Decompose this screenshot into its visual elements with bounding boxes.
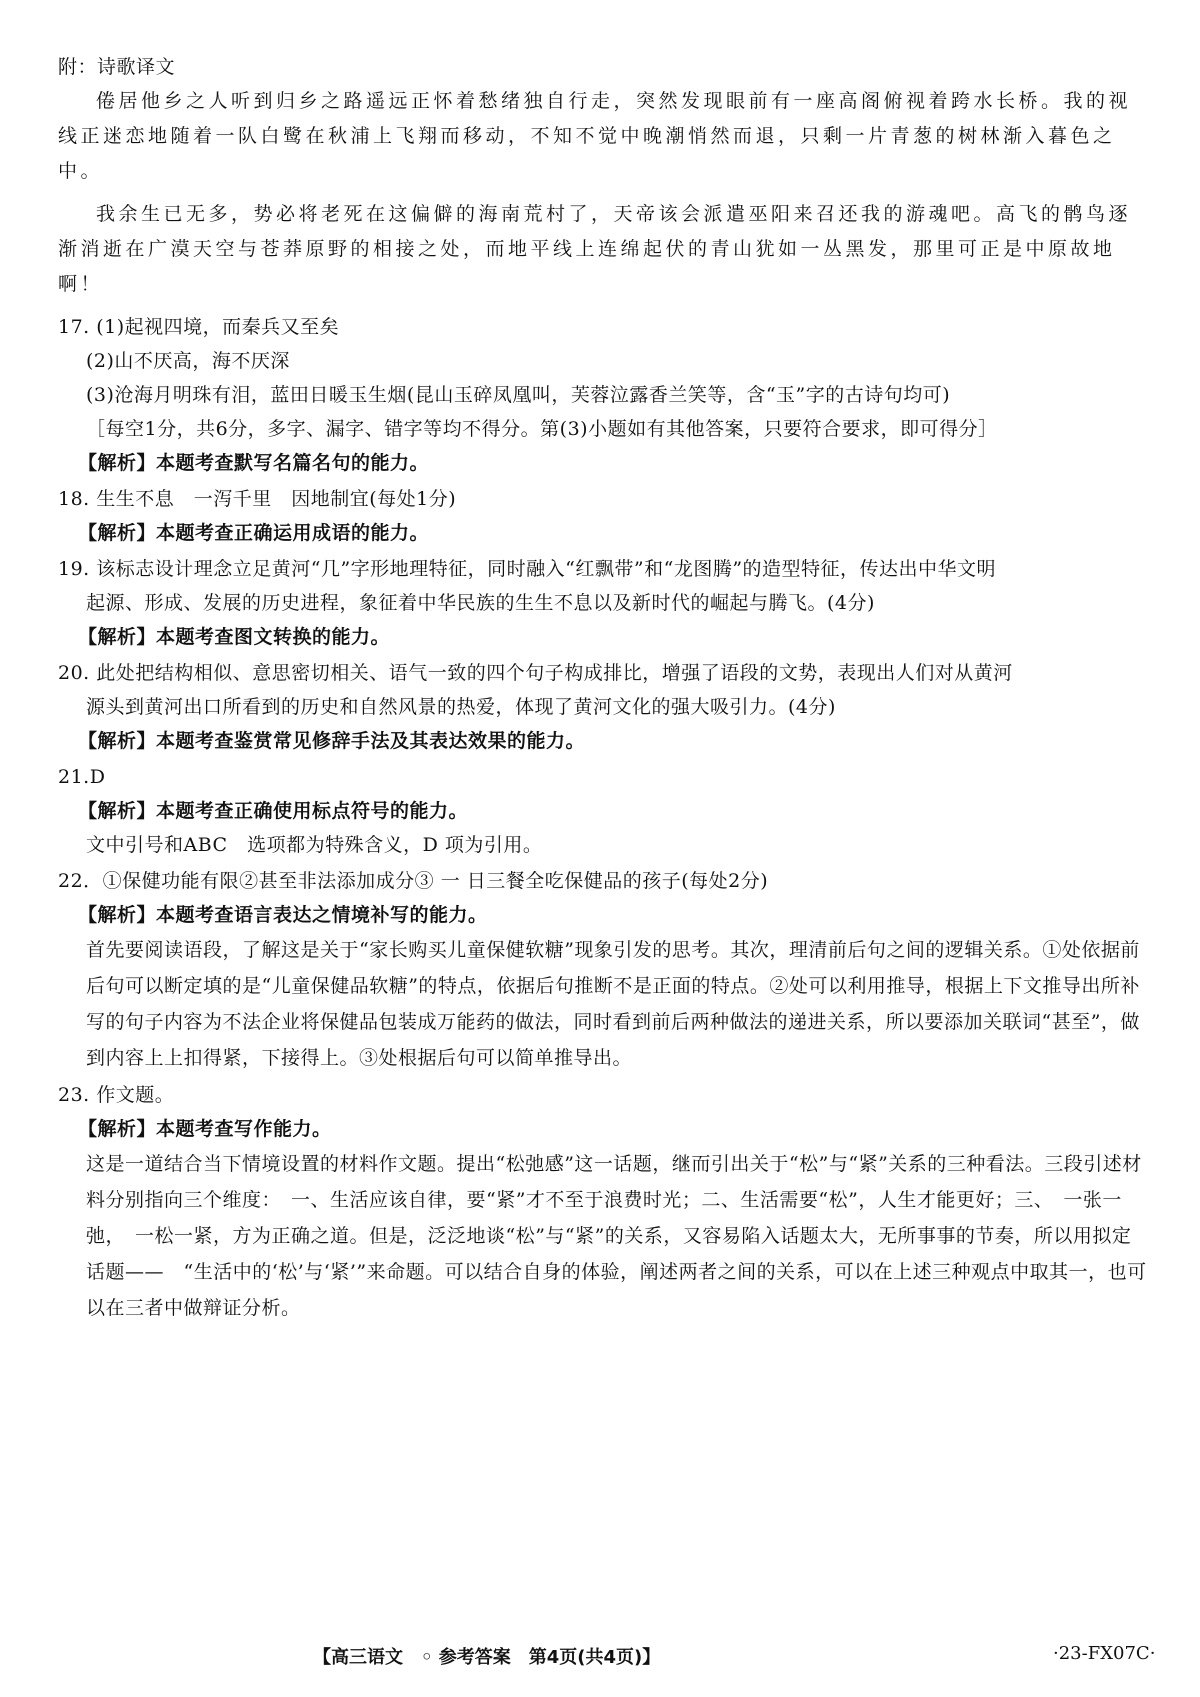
poem-translation-paragraph-1: 倦居他乡之人听到归乡之路遥远正怀着愁绪独自行走，突然发现眼前有一座高阁俯视着跨水长桥。我的视线正迷恋地随着一队白鹭在秋浦上飞翔而移动，不知不觉中晚潮悄然而退，只剩一片青葱的树林渐入暮色之中。 [58, 90, 1132, 182]
q21-analysis: 【解析】本题考查正确使用标点符号的能力。 [78, 800, 469, 822]
q21-explanation: 文中引号和ABC 选项都为特殊含义，D 项为引用。 [86, 834, 543, 856]
q17-answer-2: (2)山不厌高，海不厌深 [86, 350, 290, 372]
appendix-title: 附：诗歌译文 [58, 56, 176, 78]
q20-analysis: 【解析】本题考查鉴赏常见修辞手法及其表达效果的能力。 [78, 730, 586, 752]
question-22-answer [58, 864, 1148, 1076]
answer-page [58, 50, 1148, 1326]
question-23-answer [58, 1078, 1148, 1326]
q17-scoring-note: ［每空1分，共6分，多字、漏字、错字等均不得分。第(3)小题如有其他答案，只要符合要求，即可得分］ [86, 418, 998, 440]
q23-answer: 23. 作文题。 [58, 1084, 175, 1106]
q22-answer: 22．①保健功能有限②甚至非法添加成分③ 一 日三餐全吃保健品的孩子(每处2分) [58, 870, 769, 892]
q18-answer: 18. 生生不息 一泻千里 因地制宜(每处1分) [58, 488, 457, 510]
q21-answer: 21.D [58, 766, 106, 788]
question-20-answer [58, 656, 1148, 758]
question-21-answer [58, 760, 1148, 862]
q22-analysis: 【解析】本题考查语言表达之情境补写的能力。 [78, 904, 488, 926]
q19-answer-line-2: 起源、形成、发展的历史进程，象征着中华民族的生生不息以及新时代的崛起与腾飞。(4分) [86, 592, 875, 614]
question-19-answer [58, 552, 1148, 654]
q20-answer-line-1: 20. 此处把结构相似、意思密切相关、语气一致的四个句子构成排比，增强了语段的文势，表现出人们对从黄河 [58, 662, 1013, 684]
q22-explanation: 首先要阅读语段，了解这是关于“家长购买儿童保健软糖”现象引发的思考。其次，理清前后句之间的逻辑关系。①处依据前后句可以断定填的是“儿童保健品软糖”的特点，依据后句推断不是正面的特点。②处可以利用推导，根据上下文推导出所补写的句子内容为不法企业将保健品包装成万能药的做法，同时看到前后两种做法的递进关系，所以要添加关联词“甚至”，做到内容上上扣得紧，下接得上。③处根据后句可以简单推导出。 [86, 939, 1140, 1069]
q23-analysis: 【解析】本题考查写作能力。 [78, 1118, 332, 1140]
question-17-answer [58, 310, 1148, 480]
q23-explanation: 这是一道结合当下情境设置的材料作文题。提出“松弛感”这一话题，继而引出关于“松”与“紧”关系的三种看法。三段引述材料分别指向三个维度： 一、生活应该自律，要“紧”才不至于浪费时光；二、生活需要“松”，人生才能更好；三、 一张一弛， 一松一紧，方为正确之道。但是，泛泛地谈“松”与“紧”的关系，又容易陷入话题太大，无所事事的节奏，所以用拟定话题—— “生活中的‘松’与‘紧’”来命题。可以结合自身的体验，阐述两者之间的关系，可以在上述三种观点中取其一，也可以在三者中做辩证分析。 [86, 1153, 1147, 1319]
q18-analysis: 【解析】本题考查正确运用成语的能力。 [78, 522, 430, 544]
poem-translation-paragraph-2: 我余生已无多，势必将老死在这偏僻的海南荒村了，天帝该会派遣巫阳来召还我的游魂吧。高飞的鹘鸟逐渐消逝在广漠天空与苍莽原野的相接之处，而地平线上连绵起伏的青山犹如一丛黑发，那里可正是中原故地啊！ [58, 203, 1132, 295]
q17-answer-3: (3)沧海月明珠有泪，蓝田日暖玉生烟(昆山玉碎凤凰叫，芙蓉泣露香兰笑等，含“玉”字的古诗句均可) [86, 384, 951, 406]
q20-answer-line-2: 源头到黄河出口所看到的历史和自然风景的热爱，体现了黄河文化的强大吸引力。(4分) [86, 696, 836, 718]
q19-analysis: 【解析】本题考查图文转换的能力。 [78, 626, 391, 648]
footer-exam-code: ·23-FX07C· [1053, 1643, 1156, 1664]
q17-answer-1: 17. (1)起视四境，而秦兵又至矣 [58, 316, 340, 338]
q19-answer-line-1: 19. 该标志设计理念立足黄河“几”字形地理特征，同时融入“红飘带”和“龙图腾”的造型特征，传达出中华文明 [58, 558, 997, 580]
question-18-answer [58, 482, 1148, 550]
q17-analysis: 【解析】本题考查默写名篇名句的能力。 [78, 452, 430, 474]
footer-page-info: 【高三语文 ◦ 参考答案 第4页(共4页)】 [313, 1647, 661, 1668]
